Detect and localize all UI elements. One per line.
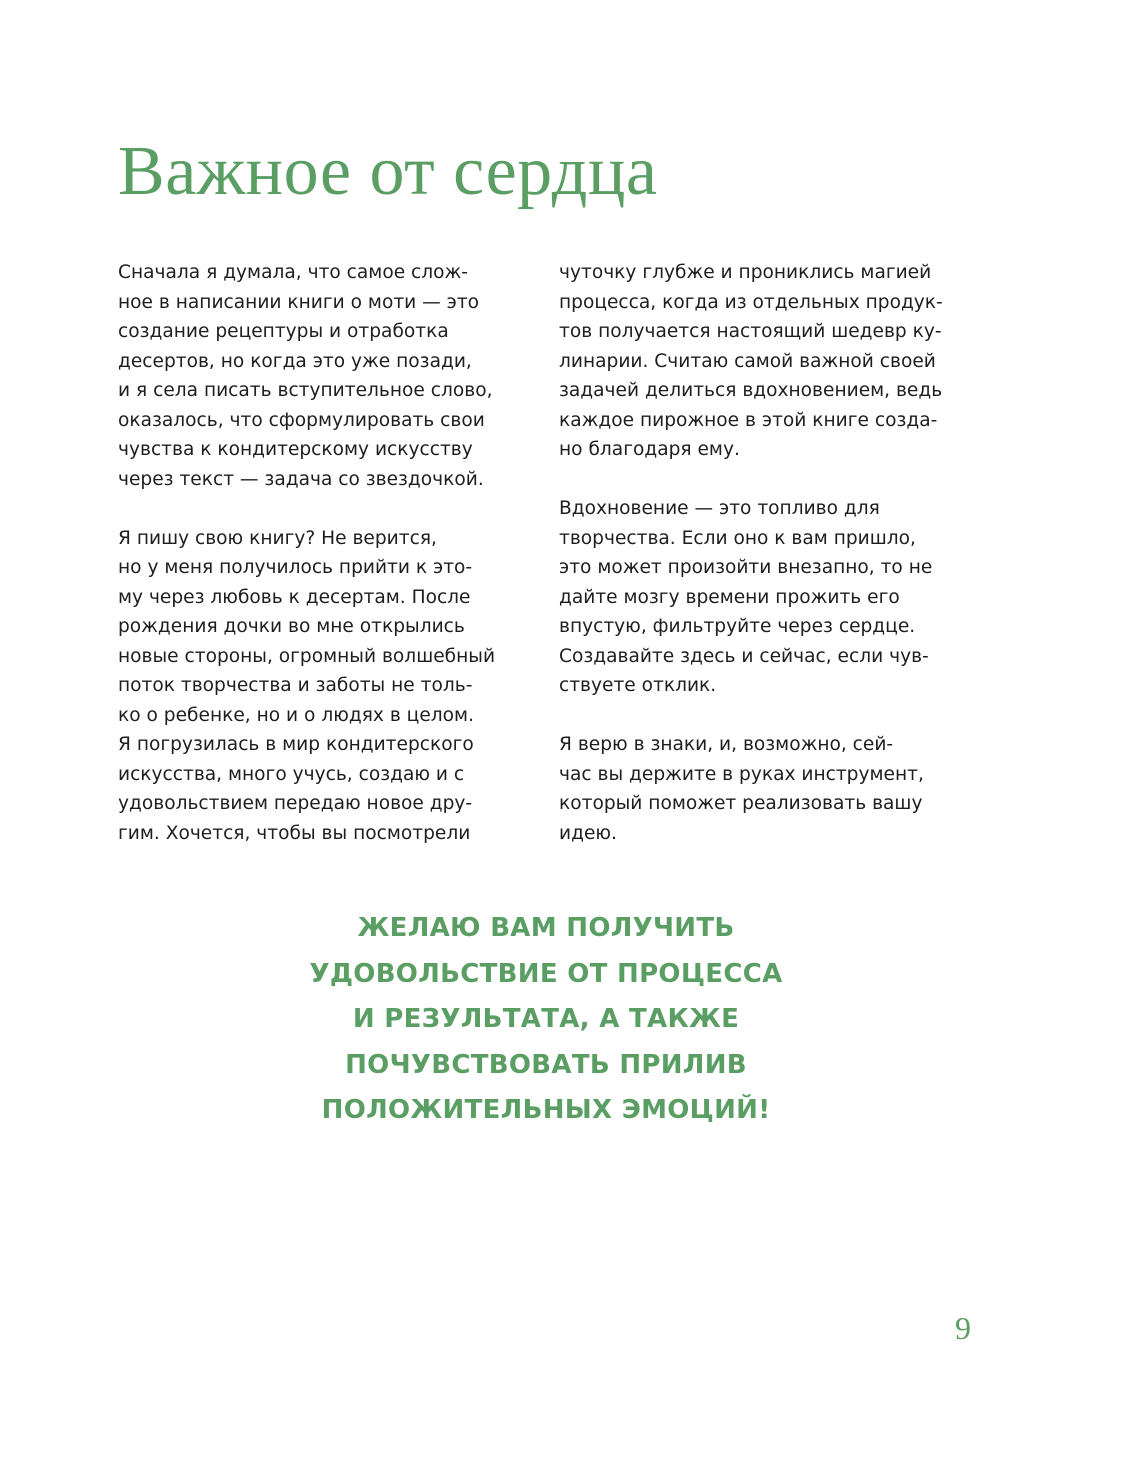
paragraph xyxy=(559,258,943,465)
text-line: процесса, когда из отдельных продук- xyxy=(559,291,943,313)
paragraph xyxy=(118,258,495,494)
text-line: ное в написании книги о моти — это xyxy=(118,291,480,313)
text-line: это может произойти внезапно, то не xyxy=(559,557,933,578)
paragraph xyxy=(559,730,943,848)
paragraph xyxy=(559,494,943,701)
wish-line: УДОВОЛЬСТВИЕ ОТ ПРОЦЕССА xyxy=(309,958,783,989)
wish-line: И РЕЗУЛЬТАТА, А ТАКЖЕ xyxy=(352,1004,740,1034)
text-line: Я погрузилась в мир кондитерского xyxy=(118,734,474,755)
text-line: удовольствием передаю новое дру- xyxy=(118,793,473,814)
text-line: Я верю в знаки, и, возможно, сей- xyxy=(559,734,894,755)
wish-line: ЖЕЛАЮ ВАМ ПОЛУЧИТЬ xyxy=(357,913,735,943)
text-line: Я пишу свою книгу? Не верится, xyxy=(118,527,437,549)
text-line: оказалось, что сформулировать свои xyxy=(118,409,485,431)
page-number: 9 xyxy=(955,1310,971,1346)
paragraph xyxy=(118,524,495,849)
text-line: творчества. Если оно к вам пришло, xyxy=(559,527,916,549)
text-line: но благодаря ему. xyxy=(559,439,740,460)
text-line: гим. Хочется, чтобы вы посмотрели xyxy=(118,822,471,844)
text-line: через текст — задача со звездочкой. xyxy=(118,468,484,490)
text-line: новые стороны, огромный волшебный xyxy=(118,645,496,667)
text-line: который поможет реализовать вашу xyxy=(559,793,923,814)
wish-line: ПОЛОЖИТЕЛЬНЫХ ЭМОЦИЙ! xyxy=(321,1095,771,1125)
wish-line: ПОЧУВСТВОВАТЬ ПРИЛИВ xyxy=(345,1049,747,1080)
text-line: дайте мозгу времени прожить его xyxy=(559,586,900,608)
text-line: но у меня получилось прийти к это- xyxy=(118,557,473,578)
text-line: линарии. Считаю самой важной своей xyxy=(559,350,936,372)
text-line: час вы держите в руках инструмент, xyxy=(559,763,924,785)
text-line: чувства к кондитерскому искусству xyxy=(118,439,473,460)
text-line: Сначала я думала, что самое слож- xyxy=(118,262,468,283)
text-line: ствуете отклик. xyxy=(559,675,717,696)
text-line: и я села писать вступительное слово, xyxy=(118,380,493,401)
text-line: каждое пирожное в этой книге созда- xyxy=(559,409,938,431)
text-line: поток творчества и заботы не толь- xyxy=(118,675,473,696)
text-line: ко о ребенке, но и о людях в целом. xyxy=(118,704,474,726)
text-line: тов получается настоящий шедевр ку- xyxy=(559,321,942,342)
text-line: рождения дочки во мне открылись xyxy=(118,616,465,637)
text-line: чуточку глубже и прониклись магией xyxy=(559,262,932,283)
text-line: Создавайте здесь и сейчас, если чув- xyxy=(559,645,929,667)
text-line: создание рецептуры и отработка xyxy=(118,321,449,342)
text-line: задачей делиться вдохновением, ведь xyxy=(559,380,943,401)
text-line: му через любовь к десертам. После xyxy=(118,586,471,608)
text-line: Вдохновение — это топливо для xyxy=(559,498,880,519)
text-line: впустую, фильтруйте через сердце. xyxy=(559,616,916,637)
left-column xyxy=(118,258,495,878)
text-line: искусства, много учусь, создаю и с xyxy=(118,763,465,785)
page-title: Важное от сердца xyxy=(118,133,658,210)
text-line: идею. xyxy=(559,822,617,844)
right-column xyxy=(559,258,943,878)
wish-callout xyxy=(0,906,1092,1134)
text-line: десертов, но когда это уже позади, xyxy=(118,350,472,372)
